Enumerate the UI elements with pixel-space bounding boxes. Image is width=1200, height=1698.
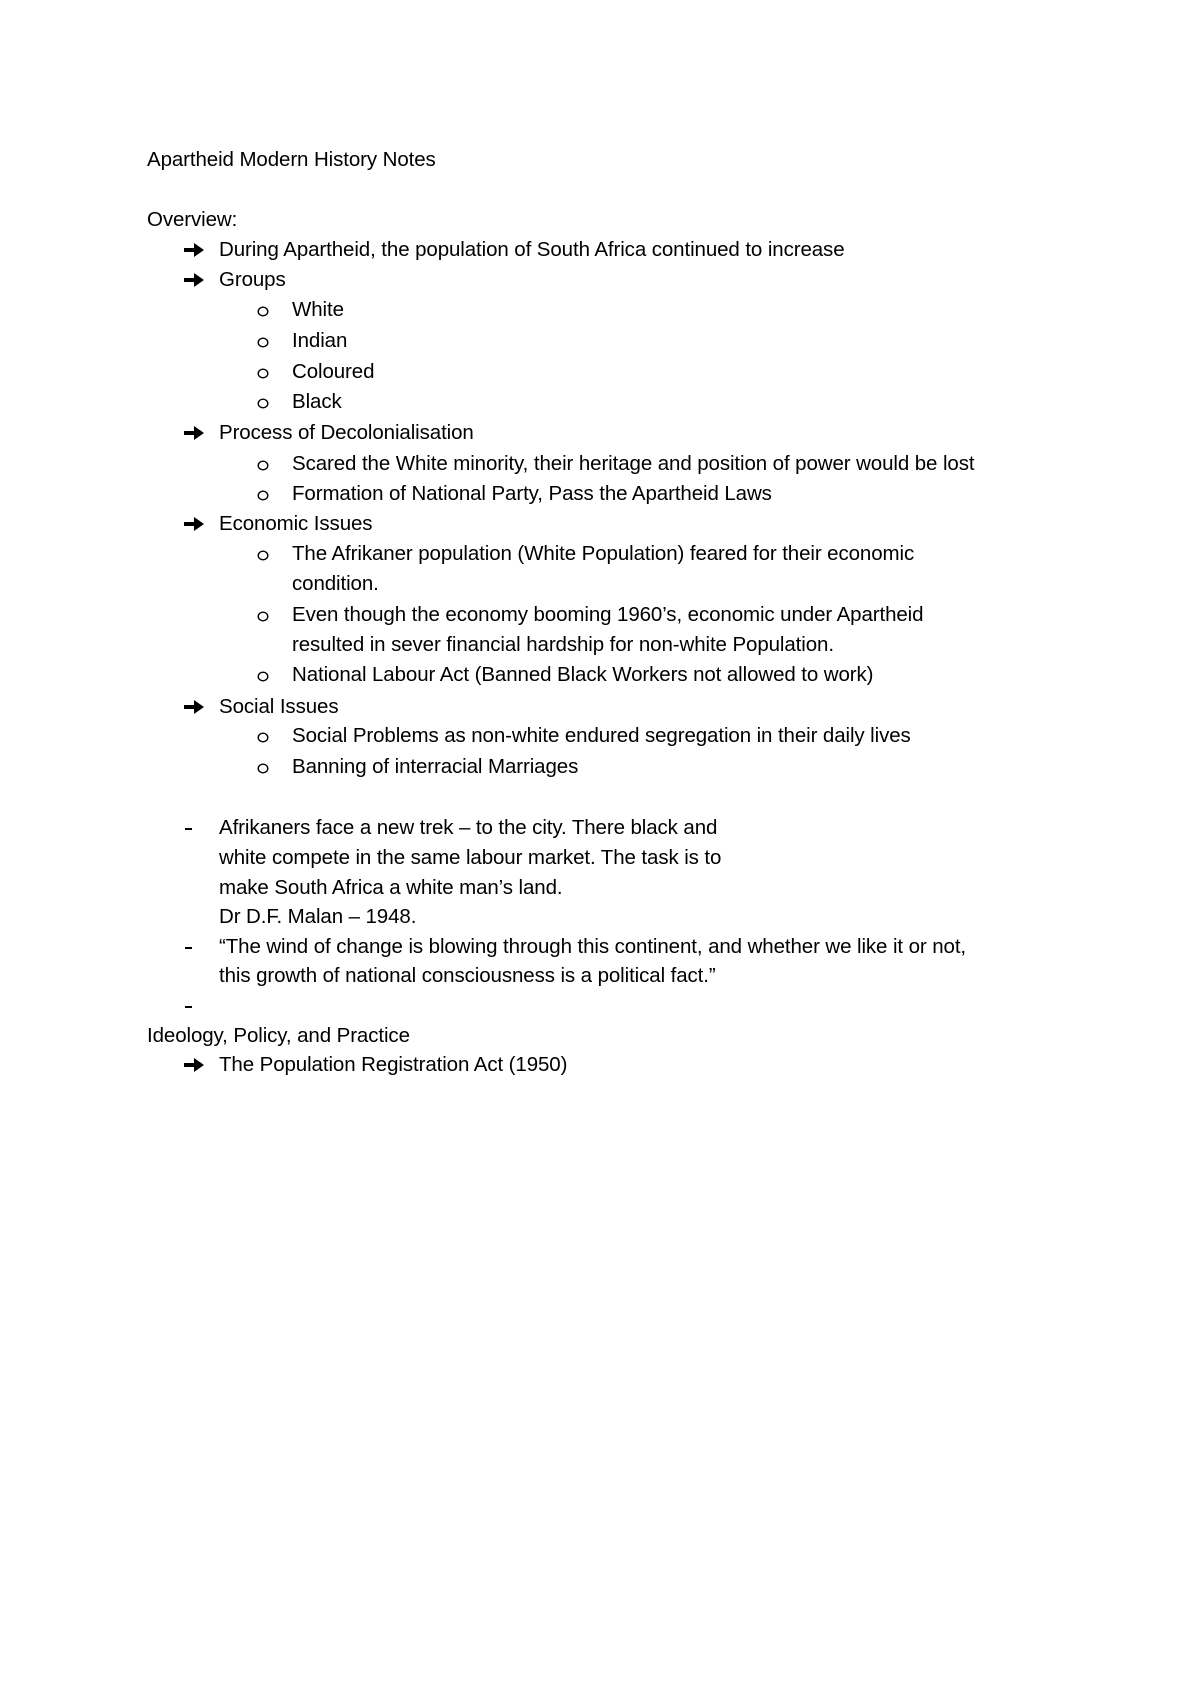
circle-bullet-icon xyxy=(257,611,269,622)
arrow-right-icon xyxy=(183,425,205,441)
overview-bullet-text: During Apartheid, the population of South Africa continued to increase xyxy=(219,238,845,261)
document-title: Apartheid Modern History Notes xyxy=(147,148,436,171)
arrow-right-icon xyxy=(183,699,205,715)
circle-bullet-icon xyxy=(257,337,269,348)
groups-label: Groups xyxy=(219,268,286,291)
decolonisation-item-text: Formation of National Party, Pass the Apartheid Laws xyxy=(292,482,772,505)
group-item-text: Coloured xyxy=(292,360,375,383)
dash-icon xyxy=(185,828,192,830)
social-item-text: Social Problems as non-white endured segregation in their daily lives xyxy=(292,724,911,747)
circle-bullet-icon xyxy=(257,490,269,501)
arrow-right-icon xyxy=(183,272,205,288)
economic-item-text: National Labour Act (Banned Black Workers not allowed to work) xyxy=(292,663,874,686)
circle-bullet-icon xyxy=(257,368,269,379)
group-item-text: Indian xyxy=(292,329,348,352)
overview-heading: Overview: xyxy=(147,208,238,231)
wind-quote-text: this growth of national consciousness is a political fact.” xyxy=(219,964,716,987)
decolonisation-item-text: Scared the White minority, their heritage and position of power would be lost xyxy=(292,452,975,475)
circle-bullet-icon xyxy=(257,460,269,471)
ideology-item-text: The Population Registration Act (1950) xyxy=(219,1053,568,1076)
economic-item-text: Even though the economy booming 1960’s, economic under Apartheid xyxy=(292,603,924,626)
circle-bullet-icon xyxy=(257,671,269,682)
group-item-text: White xyxy=(292,298,344,321)
group-item-text: Black xyxy=(292,390,342,413)
dash-icon xyxy=(185,1006,192,1008)
social-label: Social Issues xyxy=(219,695,339,718)
ideology-heading: Ideology, Policy, and Practice xyxy=(147,1024,410,1047)
economic-item-text: condition. xyxy=(292,572,379,595)
malan-quote-text: white compete in the same labour market. The task is to xyxy=(219,846,722,869)
circle-bullet-icon xyxy=(257,306,269,317)
decolonisation-label: Process of Decolonialisation xyxy=(219,421,474,444)
economic-item-text: resulted in sever financial hardship for non-white Population. xyxy=(292,633,834,656)
social-item-text: Banning of interracial Marriages xyxy=(292,755,579,778)
circle-bullet-icon xyxy=(257,732,269,743)
economic-label: Economic Issues xyxy=(219,512,373,535)
malan-attribution-text: Dr D.F. Malan – 1948. xyxy=(219,905,417,928)
wind-quote-text: “The wind of change is blowing through this continent, and whether we like it or not, xyxy=(219,935,967,958)
dash-icon xyxy=(185,947,192,949)
economic-item-text: The Afrikaner population (White Population) feared for their economic xyxy=(292,542,915,565)
circle-bullet-icon xyxy=(257,550,269,561)
circle-bullet-icon xyxy=(257,398,269,409)
malan-quote-text: Afrikaners face a new trek – to the city. There black and xyxy=(219,816,718,839)
circle-bullet-icon xyxy=(257,763,269,774)
arrow-right-icon xyxy=(183,242,205,258)
arrow-right-icon xyxy=(183,1057,205,1073)
arrow-right-icon xyxy=(183,516,205,532)
malan-quote-text: make South Africa a white man’s land. xyxy=(219,876,563,899)
